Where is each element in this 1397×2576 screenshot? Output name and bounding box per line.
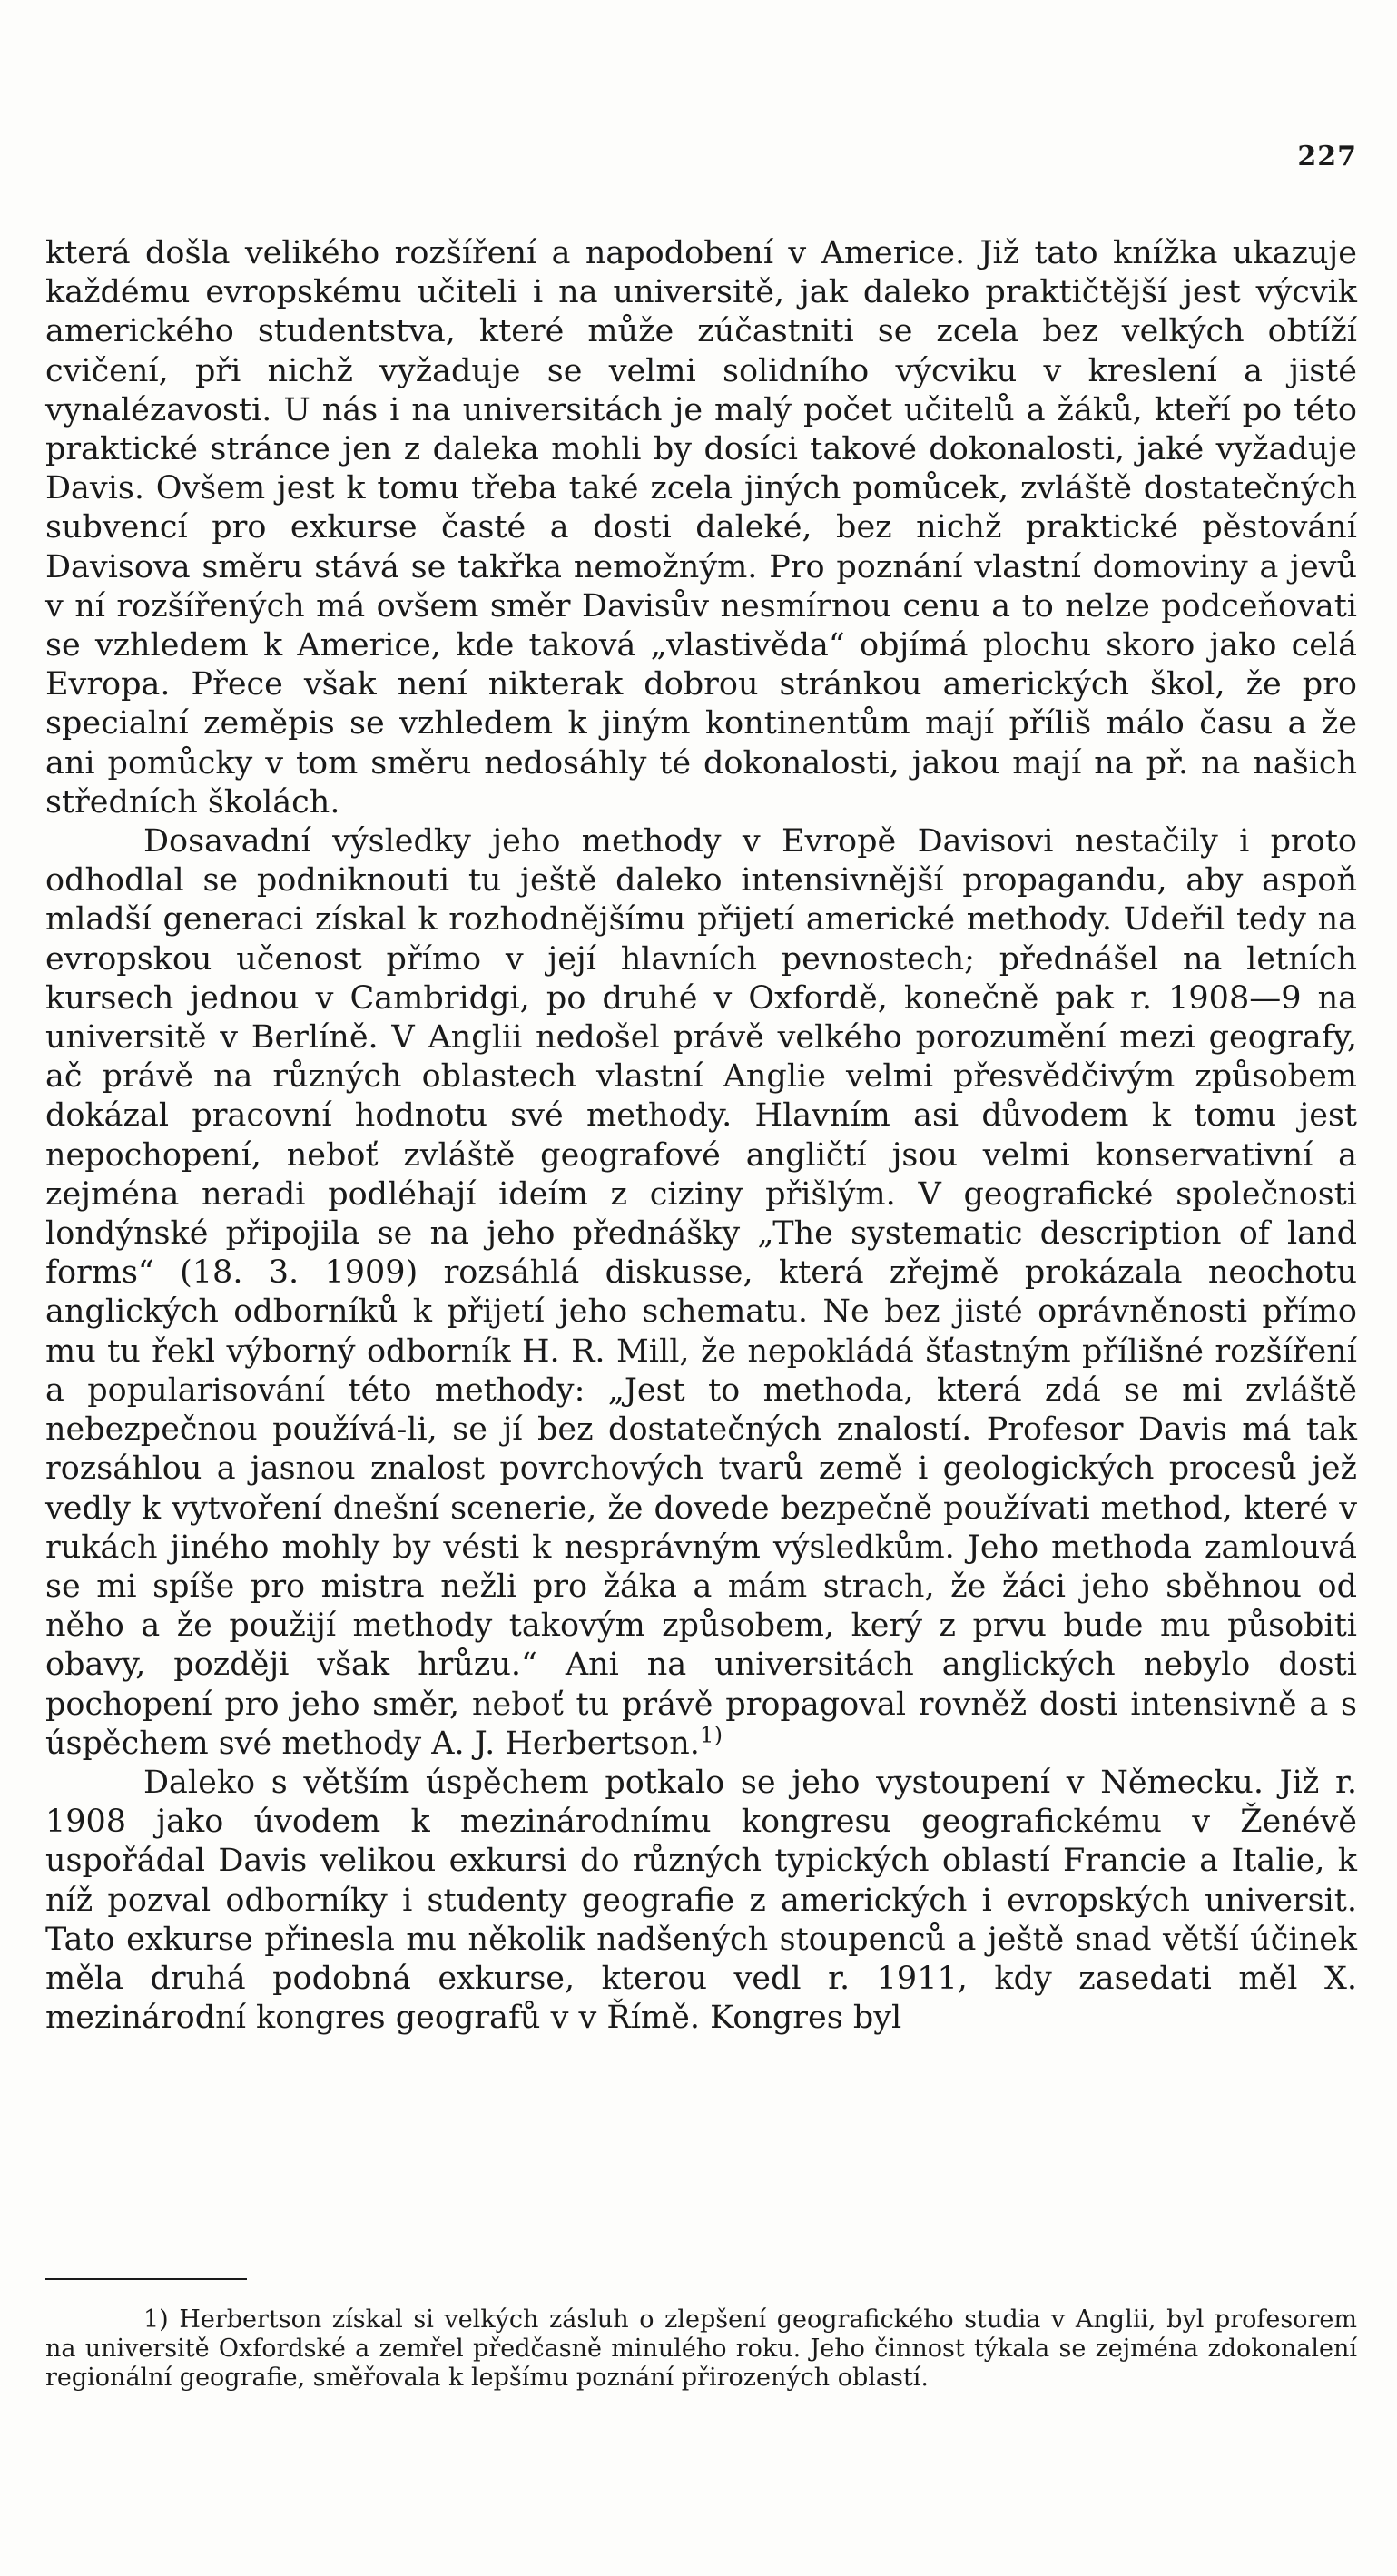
paragraph-davis-propaganda-text: Dosavadní výsledky jeho methody v Evropě Davisovi nestačily i proto odhodlal se podniknouti tu ještě daleko intensivnější propagandu, aby aspoň mladší generaci získal k rozhodnějšímu přijetí americké methody. Udeřil tedy na evropskou učenost přímo v její hlavních pevnostech; přednášel na letních kursech jednou v Cambridgi, po druhé v Oxfordě, konečně pak r. 1908—9 na universitě v Berlíně. V Anglii nedošel právě velkého porozumění mezi geografy, ač právě na různých oblastech vlastní Anglie velmi přesvědčivým způsobem dokázal pracovní hodnotu své methody. Hlavním asi důvodem k tomu jest nepochopení, neboť zvláště geografové angličtí jsou velmi konservativní a zejména neradi podléhají ideím z ciziny přišlým. V geografické společnosti londýnské připojila se na jeho přednášky „The systematic description of land forms“ (18. 3. 1909) rozsáhlá diskusse, která zřejmě prokázala neochotu anglických odborníků k přijetí jeho schematu. Ne bez jisté oprávněnosti přímo mu tu řekl výborný odborník H. R. Mill, že nepokládá šťastným přílišné rozšíření a popularisování této methody: „Jest to methoda, která zdá se mi zvláště nebezpečnou používá-li, se jí bez dostatečných znalostí. Profesor Davis má tak rozsáhlou a jasnou znalost povrchových tvarů země i geologických procesů jež vedly k vytvoření dnešní scenerie, že dovede bezpečně používati method, které v rukách jiného mohly by vésti k nesprávným výsledkům. Jeho methoda zamlouvá se mi spíše pro mistra nežli pro žáka a mám strach, že žáci jeho sběhnou od něho a že použijí methody takovým způsobem, kerý z prvu bude mu působiti obavy, později však hrůzu.“ Ani na universitách anglických nebylo dosti pochopení pro jeho směr, neboť tu právě propagoval rovněž dosti intensivně a s úspěchem své methody A. J. Herbertson.: [45, 823, 1357, 1762]
paragraph-davis-propaganda: [45, 822, 1357, 1764]
footnote-divider: [45, 2278, 247, 2280]
footnote-marker: 1): [143, 2306, 169, 2334]
footnote: [45, 2306, 1357, 2393]
body-text: [45, 234, 1357, 2038]
footnote-text: Herbertson získal si velkých zásluh o zlepšení geografického studia v Anglii, byl profesorem na universitě Oxfordské a zemřel předčasně minulého roku. Jeho činnost týkala se zejména zdokonalení regionální geografie, směřovala k lepšímu poznání přirozených oblastí.: [45, 2306, 1357, 2392]
paragraph-germany: Daleko s větším úspěchem potkalo se jeho vystoupení v Německu. Již r. 1908 jako úvodem k mezinárodnímu kongresu geografickému v Ženévě uspořádal Davis velikou exkursi do různých typických oblastí Francie a Italie, k níž pozval odborníky i studenty geografie z amerických i evropských universit. Tato exkurse přinesla mu několik nadšených stoupenců a ještě snad větší účinek měla druhá podobná exkurse, kterou vedl r. 1911, kdy zasedati měl X. mezinárodní kongres geografů v v Římě. Kongres byl: [45, 1764, 1357, 2037]
page-number: 227: [1297, 141, 1357, 172]
footnote-reference: 1): [699, 1721, 723, 1748]
paragraph-continuation: která došla velikého rozšíření a napodobení v Americe. Již tato knížka ukazuje každému evropskému učiteli i na universitě, jak daleko praktičtější jest výcvik amerického studentstva, které může zúčastniti se zcela bez velkých obtíží cvičení, při nichž vyžaduje se velmi solidního výcviku v kreslení a jisté vynalézavosti. U nás i na universitách je malý počet učitelů a žáků, kteří po této praktické stránce jen z daleka mohli by dosíci takové dokonalosti, jaké vyžaduje Davis. Ovšem jest k tomu třeba také zcela jiných pomůcek, zvláště dostatečných subvencí pro exkurse časté a dosti daleké, bez nichž praktické pěstování Davisova směru stává se takřka nemožným. Pro poznání vlastní domoviny a jevů v ní rozšířených má ovšem směr Davisův nesmírnou cenu a to nelze podceňovati se vzhledem k Americe, kde taková „vlastivěda“ objímá plochu skoro jako celá Evropa. Přece však není nikterak dobrou stránkou amerických škol, že pro specialní zeměpis se vzhledem k jiným kontinentům mají příliš málo času a že ani pomůcky v tom směru nedosáhly té dokonalosti, jakou mají na př. na našich středních školách.: [45, 235, 1357, 821]
